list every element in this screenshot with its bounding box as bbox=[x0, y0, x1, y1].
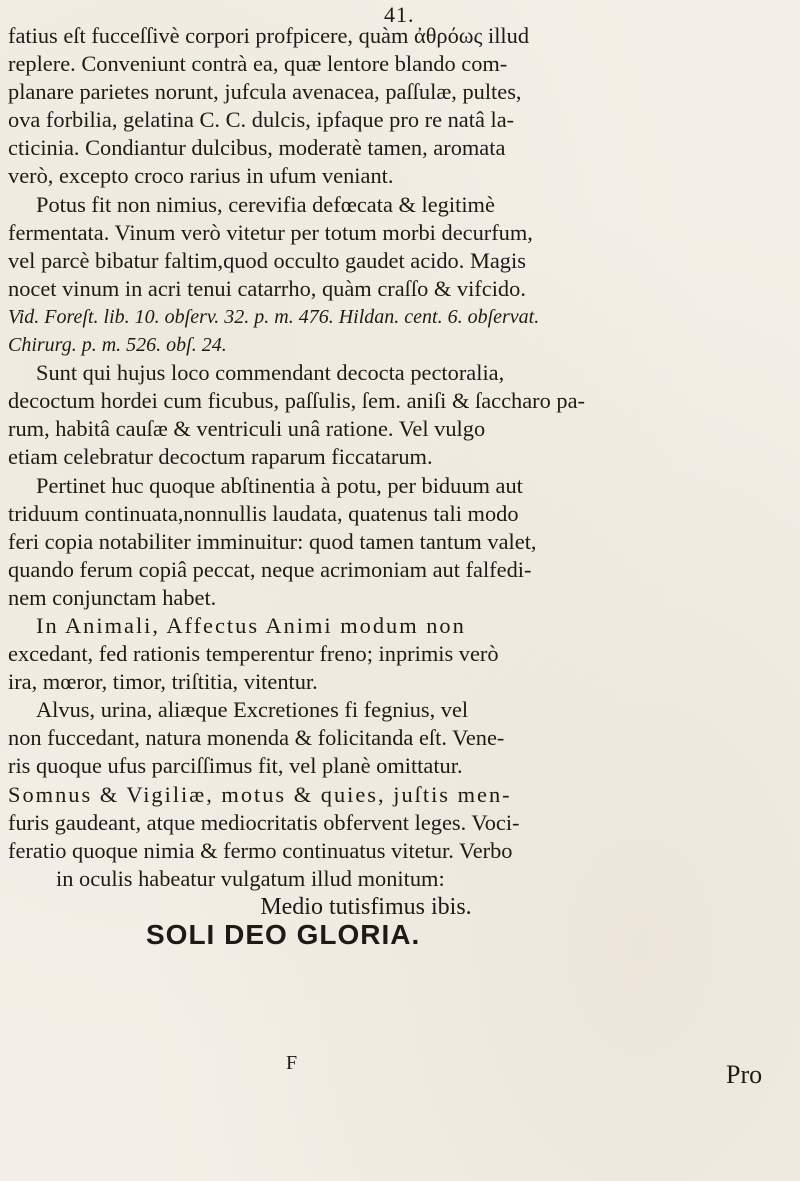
body-text bbox=[8, 22, 794, 949]
text-line: furis gaudeant, atque mediocritatis obfervent leges. Voci- bbox=[8, 809, 520, 835]
closing-gloria: SOLI DEO GLORIA. bbox=[146, 919, 421, 950]
text-line: nocet vinum in acri tenui catarrho, quàm craſſo & vifcido. bbox=[8, 275, 526, 301]
text-line: excedant, fed rationis temperentur freno; inprimis verò bbox=[8, 641, 499, 667]
paragraph-abstinentia: Pertinet huc quoque abſtinentia à potu, per biduum aut bbox=[36, 472, 523, 498]
paragraph-animi: In Animali, Affectus Animi modum non bbox=[36, 612, 466, 638]
text-line: verò, excepto croco rarius in ufum veniant. bbox=[8, 163, 394, 189]
text-line: ris quoque ufus parciſſimus fit, vel planè omittatur. bbox=[8, 753, 463, 779]
text-line: planare parietes norunt, jufcula avenacea, paſſulæ, pultes, bbox=[8, 79, 522, 105]
text-line: feratio quoque nimia & fermo continuatus vitetur. Verbo bbox=[8, 837, 513, 863]
text-line: ira, mœror, timor, triſtitia, vitentur. bbox=[8, 669, 318, 695]
text-line: etiam celebratur decoctum raparum ficcatarum. bbox=[8, 444, 433, 470]
page-number: 41. bbox=[384, 2, 415, 27]
paragraph-excretiones: Alvus, urina, aliæque Excretiones fi fegnius, vel bbox=[36, 697, 469, 723]
text-line: nem conjunctam habet. bbox=[8, 584, 217, 610]
catchword: Pro bbox=[726, 1060, 763, 1089]
motto: Medio tutisfimus ibis. bbox=[260, 893, 472, 920]
text-line: Somnus & Vigiliæ, motus & quies, juſtis men- bbox=[8, 781, 512, 807]
text-line: triduum continuata,nonnullis laudata, quatenus tali modo bbox=[8, 500, 519, 526]
page-footer bbox=[0, 1052, 800, 1092]
text-line: feri copia notabiliter imminuitur: quod tamen tantum valet, bbox=[8, 528, 537, 554]
text-line: replere. Conveniunt contrà ea, quæ lentore blando com- bbox=[8, 51, 508, 77]
text-line: quando ferum copiâ peccat, neque acrimoniam aut falfedi- bbox=[8, 556, 532, 582]
paragraph-decocta: Sunt qui hujus loco commendant decocta pectoralia, bbox=[36, 360, 505, 386]
text-line: non fuccedant, natura monenda & folicitanda eſt. Vene- bbox=[8, 725, 505, 751]
citation-line: Chirurg. p. m. 526. obſ. 24. bbox=[8, 334, 227, 357]
paragraph-potus: Potus fit non nimius, cerevifia defœcata & legitimè bbox=[36, 191, 495, 217]
text-line: cticinia. Condiantur dulcibus, moderatè tamen, aromata bbox=[8, 135, 506, 161]
text-line: in oculis habeatur vulgatum illud monitum: bbox=[56, 865, 445, 891]
text-line: vel parcè bibatur faltim,quod occulto gaudet acido. Magis bbox=[8, 247, 526, 273]
text-line: fermentata. Vinum verò vitetur per totum morbi decurfum, bbox=[8, 219, 533, 245]
text-line: ova forbilia, gelatina C. C. dulcis, ipfaque pro re natâ la- bbox=[8, 107, 515, 133]
citation-line: Vid. Foreſt. lib. 10. obſerv. 32. p. m. 476. Hildan. cent. 6. obſervat. bbox=[8, 305, 540, 328]
signature-mark: F bbox=[286, 1052, 298, 1074]
text-line: decoctum hordei cum ficubus, paſſulis, ſem. aniſi & ſaccharo pa- bbox=[8, 388, 585, 414]
text-line: rum, habitâ cauſæ & ventriculi unâ ratione. Vel vulgo bbox=[8, 416, 486, 442]
text-line: fatius eſt fucceſſivè corpori profpicere, quàm ἀθρόως illud bbox=[8, 23, 530, 48]
